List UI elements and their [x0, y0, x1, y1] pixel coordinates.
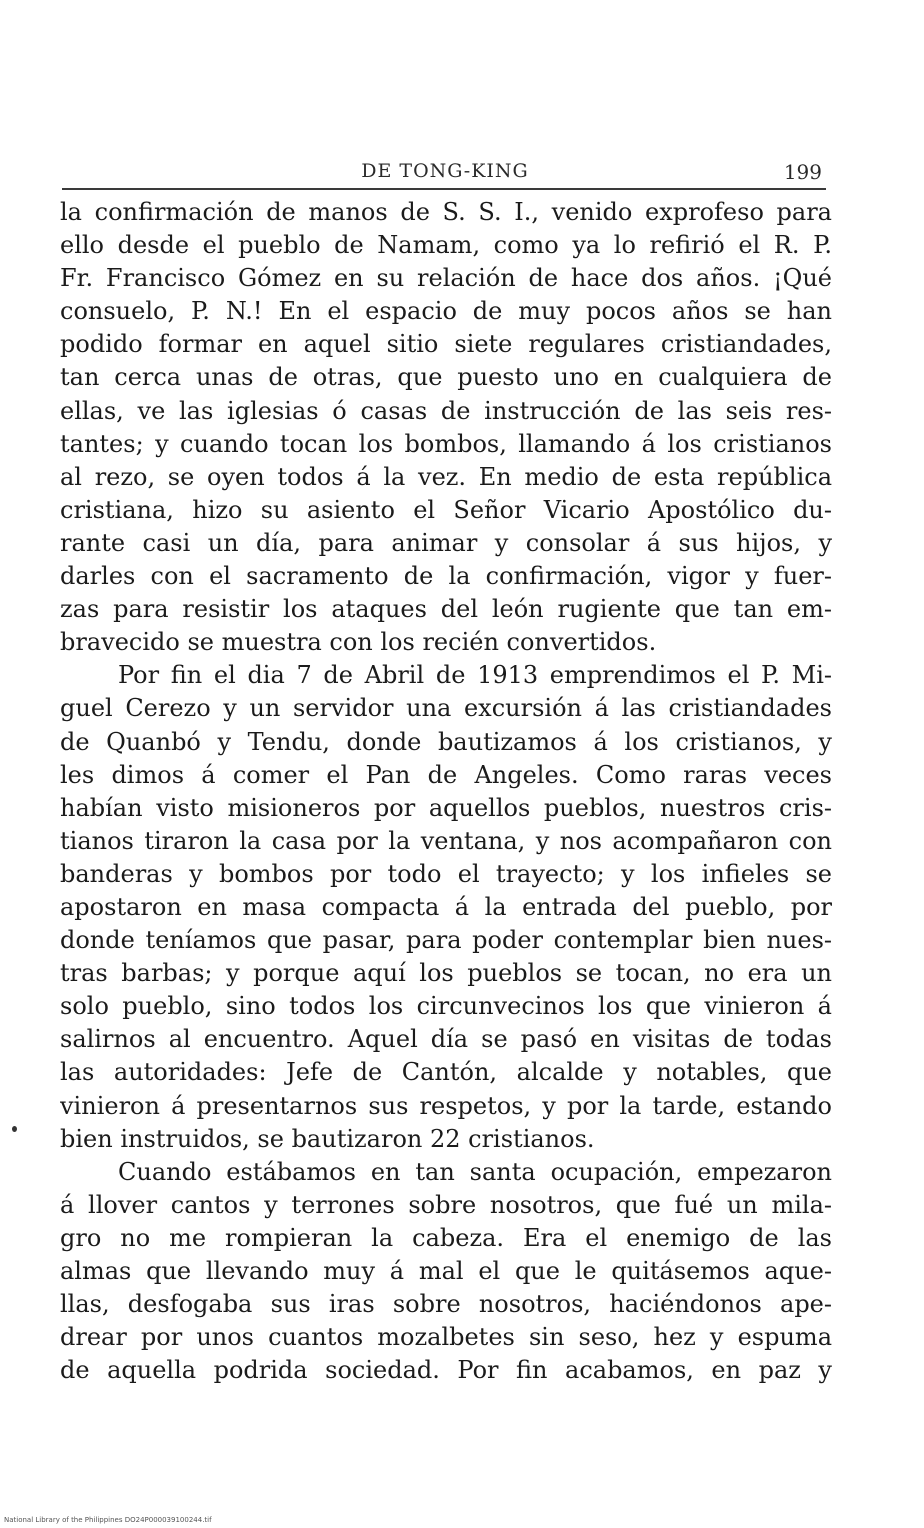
- text-line: rante casi un día, para animar y consolar á sus hijos, y: [60, 528, 832, 557]
- text-line: llas, desfogaba sus iras sobre nosotros, haciéndonos ape-: [60, 1290, 832, 1319]
- page-number: 199: [783, 160, 822, 184]
- text-line: tras barbas; y porque aquí los pueblos se tocan, no era un: [60, 959, 832, 988]
- text-line: ello desde el pueblo de Namam, como ya lo refirió el R. P.: [60, 231, 832, 260]
- text-line: tantes; y cuando tocan los bombos, llamando á los cristianos: [60, 429, 832, 458]
- header-rule: [62, 188, 826, 190]
- text-line: vinieron á presentarnos sus respetos, y por la tarde, estando: [60, 1091, 832, 1120]
- text-line: tianos tiraron la casa por la ventana, y nos acompañaron con: [60, 826, 832, 855]
- text-line: donde teníamos que pasar, para poder contemplar bien nues-: [60, 926, 832, 955]
- text-line: bravecido se muestra con los recién convertidos.: [60, 628, 657, 657]
- text-line: de Quanbó y Tendu, donde bautizamos á los cristianos, y: [60, 727, 832, 756]
- text-line: almas que llevando muy á mal el que le quitásemos aque-: [60, 1257, 832, 1285]
- text-line: al rezo, se oyen todos á la vez. En medio de esta república: [60, 462, 832, 491]
- text-line: de aquella podrida sociedad. Por fin acabamos, en paz y: [60, 1356, 832, 1385]
- body-text: [60, 196, 832, 1387]
- text-line: Por fin el dia 7 de Abril de 1913 emprendimos el P. Mi-: [118, 661, 832, 690]
- text-line: tan cerca unas de otras, que puesto uno en cualquiera de: [60, 363, 832, 392]
- text-line: banderas y bombos por todo el trayecto; y los infieles se: [60, 859, 832, 888]
- margin-ink-dot: [12, 1126, 17, 1132]
- text-line: les dimos á comer el Pan de Angeles. Como raras veces: [60, 760, 832, 789]
- running-head: [60, 158, 830, 186]
- text-line: á llover cantos y terrones sobre nosotros, que fué un mila-: [60, 1190, 832, 1219]
- text-line: las autoridades: Jefe de Cantón, alcalde y notables, que: [60, 1058, 832, 1087]
- text-line: gro no me rompieran la cabeza. Era el enemigo de las: [60, 1223, 832, 1252]
- text-line: zas para resistir los ataques del león rugiente que tan em-: [60, 595, 832, 624]
- text-line: consuelo, P. N.! En el espacio de muy pocos años se han: [60, 297, 832, 326]
- text-line: Cuando estábamos en tan santa ocupación, empezaron: [118, 1157, 832, 1186]
- text-line: drear por unos cuantos mozalbetes sin seso, hez y espuma: [60, 1323, 832, 1352]
- scan-credit: National Library of the Philippines DO24P000039100244.tif: [4, 1516, 212, 1524]
- text-line: salirnos al encuentro. Aquel día se pasó en visitas de todas: [60, 1025, 832, 1054]
- running-title: DE TONG-KING: [361, 160, 529, 182]
- text-line: ellas, ve las iglesias ó casas de instrucción de las seis res-: [60, 396, 832, 425]
- text-line: darles con el sacramento de la confirmación, vigor y fuer-: [60, 562, 832, 591]
- text-line: solo pueblo, sino todos los circunvecinos los que vinieron á: [60, 992, 832, 1021]
- text-line: cristiana, hizo su asiento el Señor Vicario Apostólico du-: [60, 495, 832, 524]
- text-line: apostaron en masa compacta á la entrada del pueblo, por: [60, 892, 832, 921]
- text-line: guel Cerezo y un servidor una excursión á las cristiandades: [60, 694, 832, 723]
- text-line: Fr. Francisco Gómez en su relación de hace dos años. ¡Qué: [60, 264, 832, 293]
- text-line: la confirmación de manos de S. S. I., venido exprofeso para: [60, 198, 832, 226]
- text-line: bien instruidos, se bautizaron 22 cristianos.: [60, 1124, 595, 1153]
- text-line: podido formar en aquel sitio siete regulares cristiandades,: [60, 330, 832, 359]
- text-line: habían visto misioneros por aquellos pueblos, nuestros cris-: [60, 793, 832, 822]
